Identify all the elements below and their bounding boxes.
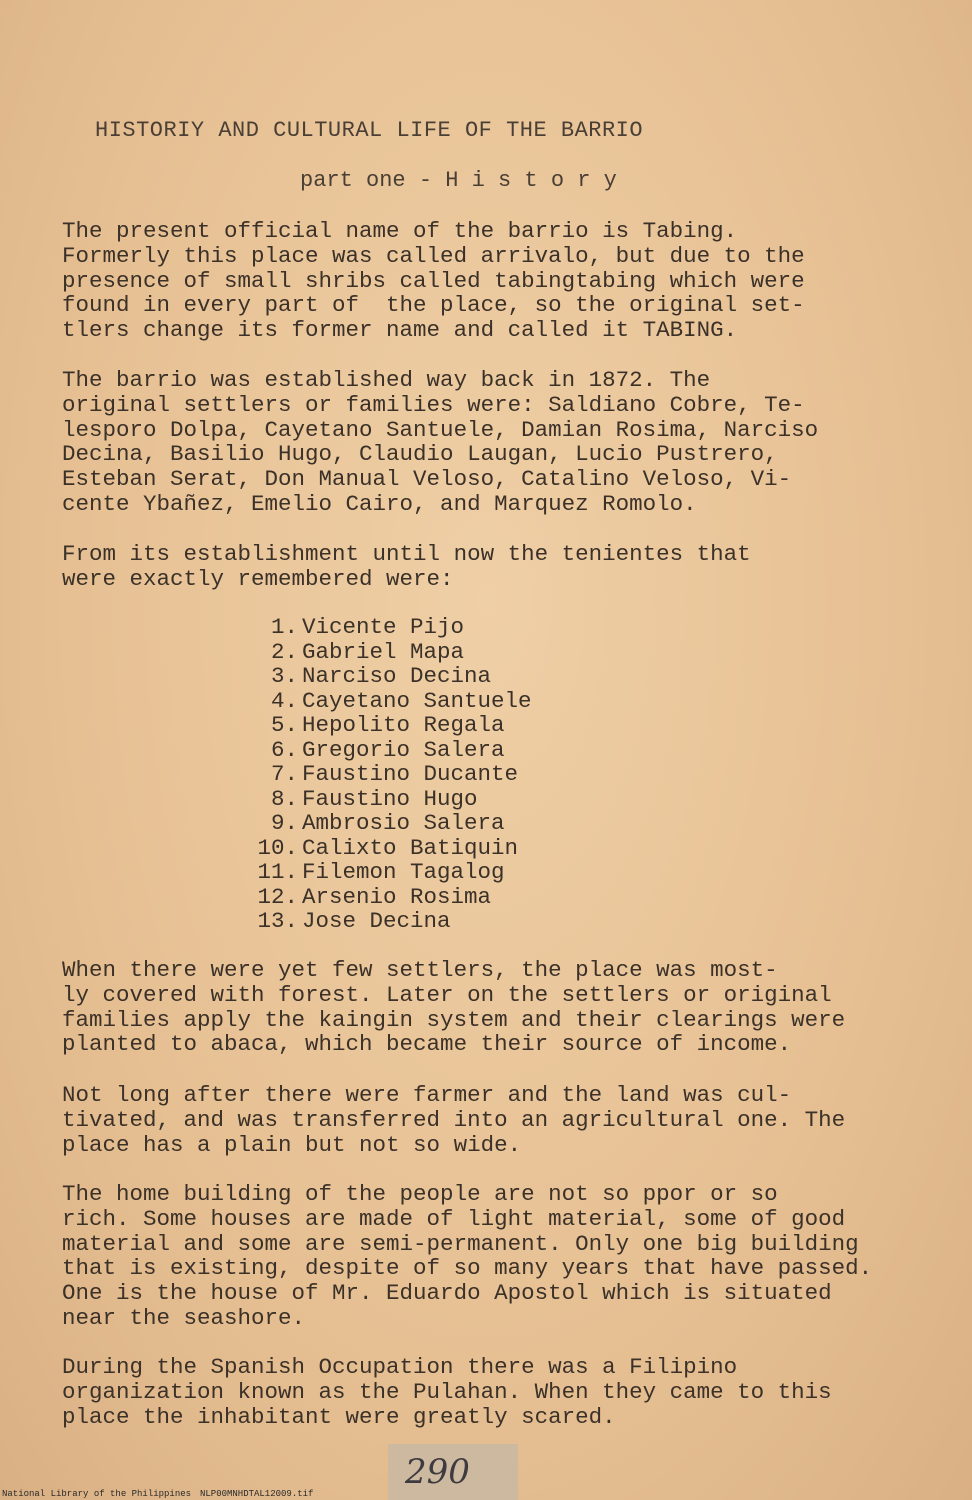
list-item (240, 640, 532, 665)
page-title: HISTORIY AND CULTURAL LIFE OF THE BARRIO (95, 118, 644, 143)
list-item (240, 860, 532, 885)
list-item-name: Calixto Batiquin (302, 834, 519, 861)
paragraph-home-building: The home building of the people are not so ppor or so rich. Some houses are made of light material, some of good material and some are semi-permanent. Only one big building that is existing, despite of so many years that have passed. One is the house of Mr. Eduardo Apostol which is situated near the seashore. (62, 1181, 873, 1331)
list-item-name: Jose Decina (302, 908, 451, 934)
list-item-name: Arsenio Rosima (302, 883, 492, 910)
list-item (240, 909, 532, 934)
paragraph-early-settlement: When there were yet few settlers, the place was most- ly covered with forest. Later on the settlers or original families apply the kaingin system and their clearings were planted to abaca, which became their source of income. (62, 957, 846, 1058)
list-item-number: 10. (257, 834, 298, 861)
paragraph-tenientes-intro: From its establishment until now the tenientes that were exactly remembered were: (62, 541, 751, 592)
paragraph-official-name: The present official name of the barrio is Tabing. Formerly this place was called arrivalo, but due to the presence of small shribs called tabingtabing which were found in every part of the place, so the original set- tlers change its former name and called it TABING. (62, 218, 805, 344)
paragraph-original-settlers: The barrio was established way back in 1872. The original settlers or families were: Saldiano Cobre, Te- lesporo Dolpa, Cayetano Santuele, Damian Rosima, Narciso Decina, Basilio Hugo, Claudio Laugan, Lucio Pustrero, Esteban Serat, Don Manual Veloso, Catalino Veloso, Vi- cente Ybañez, Emelio Cairo, and Marquez Romolo. (62, 367, 819, 517)
list-item-name: Ambrosio Salera (302, 810, 505, 836)
list-item (240, 713, 532, 738)
list-item-number: 6. (270, 736, 298, 763)
paragraph-agriculture: Not long after there were farmer and the land was cul- tivated, and was transferred into an agricultural one. The place has a plain but not so wide. (62, 1082, 846, 1158)
section-heading: part one - H i s t o r y (300, 168, 617, 193)
list-item-name: Faustino Hugo (302, 785, 478, 812)
list-item (240, 787, 532, 812)
list-item-name: Vicente Pijo (302, 614, 465, 640)
list-item-name: Hepolito Regala (302, 712, 505, 738)
footer-filename: NLP00MNHDTAL12009.tif (200, 1489, 314, 1499)
list-item-name: Gregorio Salera (302, 736, 505, 763)
footer-library-label: National Library of the Philippines (2, 1489, 192, 1499)
list-item-name: Faustino Ducante (302, 761, 519, 787)
list-item (240, 885, 532, 910)
list-item-number: 7. (270, 761, 298, 787)
paragraph-spanish-occupation: During the Spanish Occupation there was a Filipino organization known as the Pulahan. When they came to this place the inhabitant were greatly scared. (62, 1354, 832, 1430)
page-number: 290 (405, 1452, 470, 1492)
list-item (240, 689, 532, 714)
list-item (240, 615, 532, 640)
list-item-number: 8. (270, 785, 298, 812)
list-item-number: 9. (270, 810, 298, 836)
list-item (240, 664, 532, 689)
list-item-number: 13. (257, 908, 298, 934)
list-item (240, 836, 532, 861)
list-item-number: 3. (270, 663, 298, 689)
list-item-number: 11. (257, 859, 298, 885)
list-item-name: Gabriel Mapa (302, 638, 465, 665)
list-item (240, 738, 532, 763)
list-item-number: 2. (270, 638, 298, 665)
list-item-name: Narciso Decina (302, 663, 492, 689)
list-item-number: 1. (270, 614, 298, 640)
list-item-number: 12. (257, 883, 298, 910)
list-item (240, 762, 532, 787)
list-item-number: 5. (270, 712, 298, 738)
list-item (240, 811, 532, 836)
list-item-number: 4. (270, 687, 298, 714)
tenientes-list (240, 615, 532, 934)
list-item-name: Filemon Tagalog (302, 859, 505, 885)
list-item-name: Cayetano Santuele (302, 687, 532, 714)
